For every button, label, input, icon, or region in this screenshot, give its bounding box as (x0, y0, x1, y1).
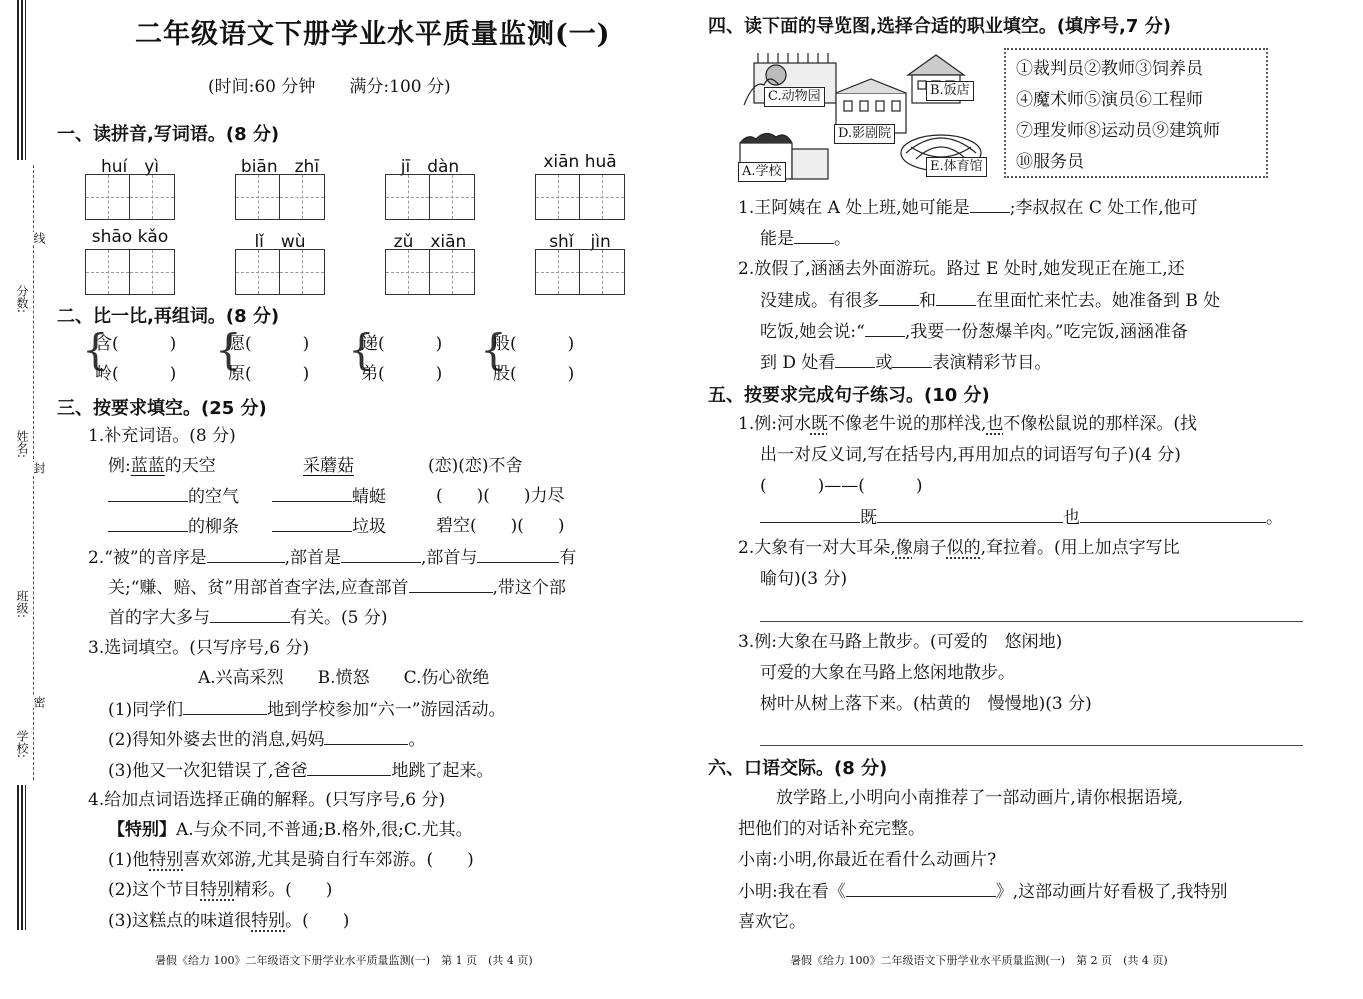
section-1-heading: 一、读拼音,写词语。(8 分) (57, 124, 280, 145)
q3-1-example-a: 例:蓝蓝的天空 (108, 456, 216, 476)
q3-2-line3[interactable]: 首的字大多与 有关。(5 分) (108, 603, 387, 631)
pinyin-label: huí yì (100, 157, 160, 177)
q4-1-line2[interactable]: 能是 。 (760, 224, 851, 252)
binding-bar-top (17, 0, 26, 160)
place-stadium-label: E.体育馆 (926, 157, 987, 177)
q5-1-sentence[interactable]: 既 也 。 (760, 503, 1283, 531)
q3-4-prompt: 4.给加点词语选择正确的解释。(只写序号,6 分) (88, 790, 446, 810)
option-line: ⑩服务员 (1016, 152, 1084, 172)
q3-3-sentence-3[interactable]: (3)他又一次犯错误了,爸爸 地跳了起来。 (108, 756, 493, 784)
writing-grid[interactable] (385, 249, 475, 295)
name-label: 姓名: (15, 430, 29, 459)
q5-1-antonym-pair[interactable]: ( )——( ) (760, 476, 923, 496)
profession-options-box (1004, 48, 1268, 178)
compare-word[interactable]: 愿( ) (228, 334, 310, 354)
q5-2-line2: 喻句)(3 分) (760, 569, 848, 589)
class-label: 班级: (15, 590, 29, 619)
q6-dialogue-1: 小南:小明,你最近在看什么动画片? (738, 850, 997, 870)
writing-grid[interactable] (535, 174, 625, 220)
q5-3-line1: 3.例:大象在马路上散步。(可爱的 悠闲地) (738, 632, 1063, 652)
answer-line[interactable] (760, 745, 1303, 746)
brace: { (348, 325, 375, 374)
section-3-heading: 三、按要求填空。(25 分) (57, 398, 267, 419)
pinyin-label: biān zhī (240, 157, 320, 177)
q6-paragraph-1: 放学路上,小明向小南推荐了一部动画片,请你根据语境, (776, 788, 1184, 808)
q4-2-line4[interactable]: 到 D 处看 或 表演精彩节目。 (760, 348, 1051, 376)
q5-3-line3: 树叶从树上落下来。(枯黄的 慢慢地)(3 分) (760, 694, 1092, 714)
q3-4-sentence-1[interactable]: (1)他特别喜欢郊游,尤其是骑自行车郊游。( ) (108, 850, 474, 870)
q3-3-prompt: 3.选词填空。(只写序号,6 分) (88, 638, 310, 658)
section-4-heading: 四、读下面的导览图,选择合适的职业填空。(填序号,7 分) (708, 16, 1171, 37)
footer-page-2: 暑假《给力 100》二年级语文下册学业水平质量监测(一) 第 2 页 (共 4 页) (790, 954, 1168, 967)
q3-4-sentence-3[interactable]: (3)这糕点的味道很特别。( ) (108, 911, 350, 931)
q3-2-line1[interactable]: 2.“被”的音序是 ,部首是 ,部首与 有 (88, 543, 576, 571)
guide-map-illustration (736, 45, 1001, 185)
q4-2-line1: 2.放假了,涵涵去外面游玩。路过 E 处时,她发现正在施工,还 (738, 259, 1185, 279)
q3-1-row1-a[interactable]: 的空气 (108, 482, 239, 510)
pinyin-label: shǐ jìn (549, 232, 611, 252)
compare-word[interactable]: 弟( ) (361, 364, 443, 384)
footer-page-1: 暑假《给力 100》二年级语文下册学业水平质量监测(一) 第 1 页 (共 4 页) (155, 954, 533, 967)
q4-2-line2[interactable]: 没建成。有很多 和 在里面忙来忙去。她准备到 B 处 (760, 286, 1220, 314)
school-label: 学校: (15, 730, 29, 759)
line-label: 线 (32, 232, 46, 244)
q3-1-row2-a[interactable]: 的柳条 (108, 512, 239, 540)
brace: { (480, 325, 507, 374)
place-zoo-label: C.动物园 (764, 87, 825, 107)
q3-4-sentence-2[interactable]: (2)这个节目特别精彩。( ) (108, 880, 333, 900)
pinyin-label: xiān huā (543, 152, 617, 172)
compare-word[interactable]: 递( ) (361, 334, 443, 354)
brace: { (82, 325, 109, 374)
seal-label: 封 (32, 462, 46, 474)
pinyin-label: shāo kǎo (91, 227, 169, 247)
q4-2-line3[interactable]: 吃饭,她会说:“ ,我要一份葱爆羊肉。”吃完饭,涵涵准备 (760, 317, 1188, 345)
writing-grid[interactable] (235, 174, 325, 220)
q5-1-line2: 出一对反义词,写在括号内,再用加点的词语写句子)(4 分) (760, 445, 1181, 465)
writing-grid[interactable] (85, 249, 175, 295)
q4-1-line1[interactable]: 1.王阿姨在 A 处上班,她可能是 ;李叔叔在 C 处工作,他可 (738, 193, 1198, 221)
writing-grid[interactable] (385, 174, 475, 220)
brace: { (215, 325, 242, 374)
q3-2-line2[interactable]: 关;“赚、赔、贫”用部首查字法,应查部首 ,带这个部 (108, 573, 566, 601)
option-line: ⑦理发师⑧运动员⑨建筑师 (1016, 121, 1220, 141)
q3-1-prompt: 1.补充词语。(8 分) (88, 426, 236, 446)
page-title: 二年级语文下册学业水平质量监测(一) (135, 19, 611, 50)
q6-dialogue-3: 喜欢它。 (738, 912, 806, 932)
q3-1-example-c: (恋)(恋)不舍 (428, 456, 523, 476)
writing-grid[interactable] (85, 174, 175, 220)
section-6-heading: 六、口语交际。(8 分) (708, 758, 888, 779)
compare-word[interactable]: 含( ) (95, 334, 177, 354)
pinyin-label: jī dàn (400, 157, 460, 177)
section-2-heading: 二、比一比,再组词。(8 分) (57, 306, 280, 327)
q3-1-row1-c[interactable]: ( )( )力尽 (436, 486, 565, 506)
option-line: ①裁判员②教师③饲养员 (1016, 59, 1203, 79)
place-theater-label: D.影剧院 (834, 124, 895, 144)
section-5-heading: 五、按要求完成句子练习。(10 分) (708, 385, 990, 406)
writing-grid[interactable] (535, 249, 625, 295)
pinyin-label: zǔ xiān (393, 232, 467, 252)
answer-line[interactable] (760, 621, 1303, 622)
q3-1-example-b: 采蘑菇 (303, 456, 354, 476)
q3-3-options: A.兴高采烈 B.愤怒 C.伤心欲绝 (198, 668, 490, 688)
compare-word[interactable]: 岭( ) (95, 364, 177, 384)
compare-word[interactable]: 般( ) (493, 334, 575, 354)
pinyin-label: lǐ wù (254, 232, 306, 252)
q6-dialogue-2[interactable]: 小明:我在看《 》,这部动画片好看极了,我特别 (738, 877, 1228, 905)
time-info: (时间:60 分钟 满分:100 分) (208, 77, 451, 97)
bind-label: 密 (32, 696, 46, 708)
option-line: ④魔术师⑤演员⑥工程师 (1016, 90, 1203, 110)
binding-bar-bottom (17, 785, 26, 930)
q6-paragraph-2: 把他们的对话补充完整。 (738, 819, 925, 839)
q3-3-sentence-2[interactable]: (2)得知外婆去世的消息,妈妈 。 (108, 725, 425, 753)
q3-1-row1-b[interactable]: 蜻蜓 (272, 482, 386, 510)
place-school-label: A.学校 (738, 162, 786, 182)
place-restaurant-label: B.饭店 (926, 81, 974, 101)
compare-word[interactable]: 原( ) (228, 364, 310, 384)
q5-1-line1: 1.例:河水既不像老牛说的那样浅,也不像松鼠说的那样深。(找 (738, 414, 1197, 434)
compare-word[interactable]: 股( ) (493, 364, 575, 384)
q5-3-line2: 可爱的大象在马路上悠闲地散步。 (760, 663, 1015, 683)
q3-1-row2-c[interactable]: 碧空( )( ) (436, 516, 565, 536)
score-label: 分数: (15, 285, 29, 314)
writing-grid[interactable] (235, 249, 325, 295)
q3-4-definition: 【特别】A.与众不同,不普通;B.格外,很;C.尤其。 (108, 820, 473, 840)
q3-3-sentence-1[interactable]: (1)同学们 地到学校参加“六一”游园活动。 (108, 695, 505, 723)
q5-2-line1: 2.大象有一对大耳朵,像扇子似的,耷拉着。(用上加点字写比 (738, 538, 1180, 558)
q3-1-row2-b[interactable]: 垃圾 (272, 512, 386, 540)
